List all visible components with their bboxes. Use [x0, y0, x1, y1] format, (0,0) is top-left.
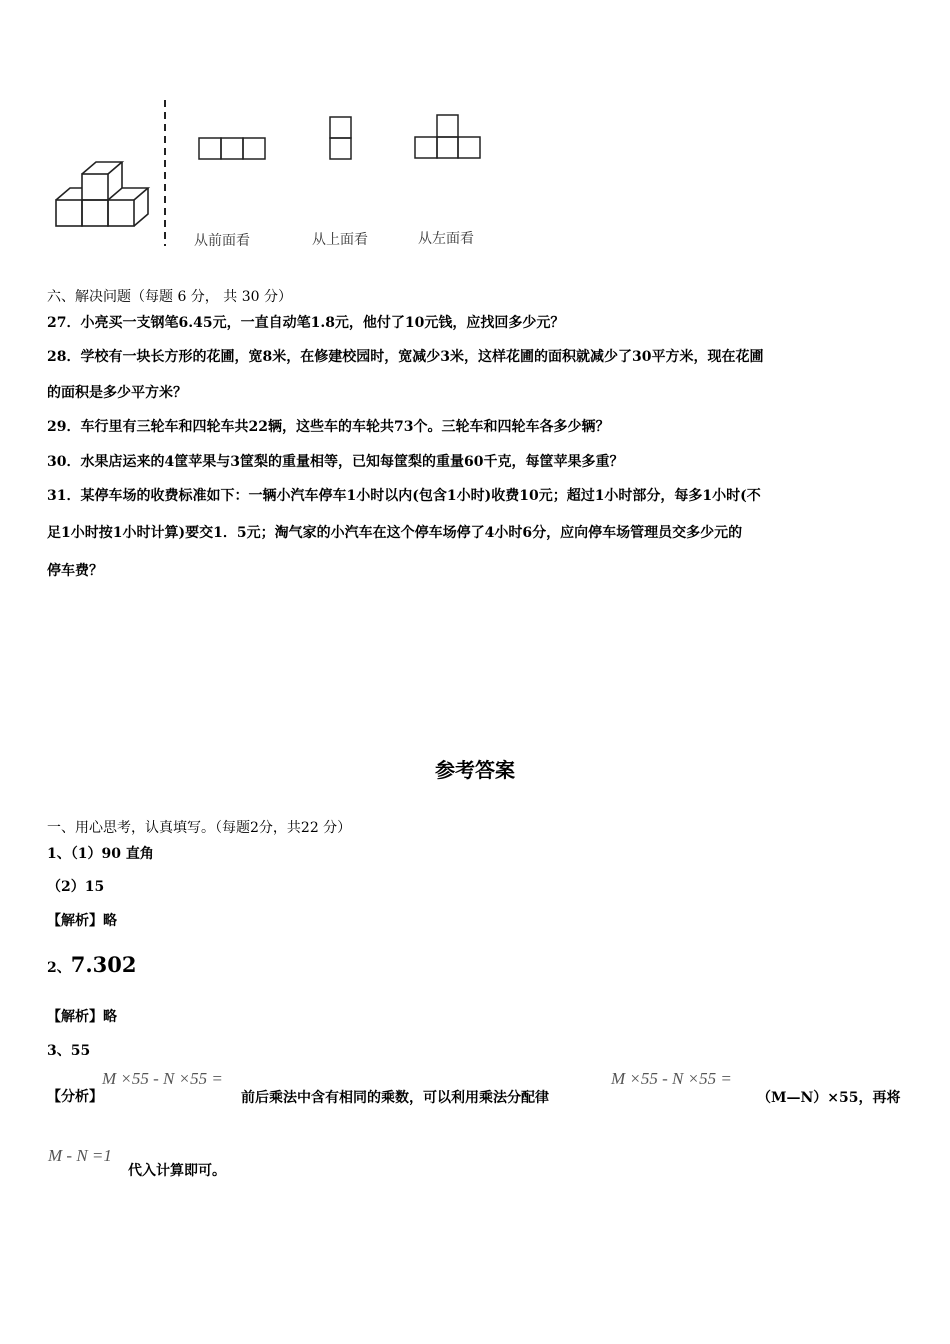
question-28-line1: 28．学校有一块长方形的花圃，宽8米，在修建校园时，宽减少3米，这样花圃的面积就减少了30平方米，现在花圃 [47, 349, 764, 365]
answer-2-analysis: 【解析】略 [47, 1009, 117, 1025]
question-28-line2: 的面积是多少平方米？ [47, 385, 187, 401]
question-31-line3: 停车费？ [47, 563, 103, 579]
answer-3-analysis-label: 【分析】 [47, 1089, 103, 1105]
question-30: 30．水果店运来的4筐苹果与3筐梨的重量相等，已知每筐梨的重量60千克，每筐苹果多重？ [47, 454, 624, 470]
answer-2-value: 7.302 [70, 952, 137, 977]
section6-heading: 六、解决问题（每题 6 分， 共 30 分） [47, 289, 292, 305]
answer-3: 3、55 [47, 1043, 91, 1059]
front-view-label: 从前面看 [194, 233, 250, 249]
answer-2-prefix: 2、 [47, 960, 71, 976]
answer-3-analysis-text-1: 前后乘法中含有相同的乘数，可以利用乘法分配律 [241, 1090, 549, 1106]
cube-3d-drawing [52, 158, 152, 238]
answer-3-formula-3: M - N =1 [48, 1146, 112, 1165]
answer-1-analysis: 【解析】略 [47, 913, 117, 929]
front-view-drawing [198, 137, 266, 161]
answer-2 [47, 952, 137, 977]
answer-3-formula-1: M ×55 - N ×55 = [102, 1069, 223, 1088]
answer-3-formula-2: M ×55 - N ×55 = [611, 1069, 732, 1088]
answer-3-analysis-text-3: 代入计算即可。 [128, 1163, 226, 1179]
question-31-line1: 31．某停车场的收费标准如下：一辆小汽车停车1小时以内(包含1小时)收费10元；超过1小时部分，每多1小时(不 [47, 488, 761, 504]
answers-title: 参考答案 [435, 758, 515, 782]
left-view-label: 从左面看 [418, 231, 474, 247]
question-27: 27．小亮买一支钢笔6.45元，一直自动笔1.8元，他付了10元钱，应找回多少元？ [47, 315, 565, 331]
dashed-divider [162, 100, 168, 246]
answer-1-line1: 1、（1）90 直角 [47, 846, 154, 862]
question-29: 29．车行里有三轮车和四轮车共22辆，这些车的车轮共73个。三轮车和四轮车各多少辆？ [47, 419, 610, 435]
answer-3-analysis-text-2: （M—N）×55，再将 [757, 1090, 901, 1106]
answer-1-line2: （2）15 [47, 879, 105, 895]
top-view-drawing [329, 116, 353, 160]
question-31-line2: 足1小时按1小时计算)要交1．5元；淘气家的小汽车在这个停车场停了4小时6分，应向停车场管理员交多少元的 [47, 525, 743, 541]
answers-section1-heading: 一、用心思考，认真填写。（每题2分，共22 分） [47, 820, 352, 836]
left-view-drawing [414, 114, 482, 160]
top-view-label: 从上面看 [312, 232, 368, 248]
